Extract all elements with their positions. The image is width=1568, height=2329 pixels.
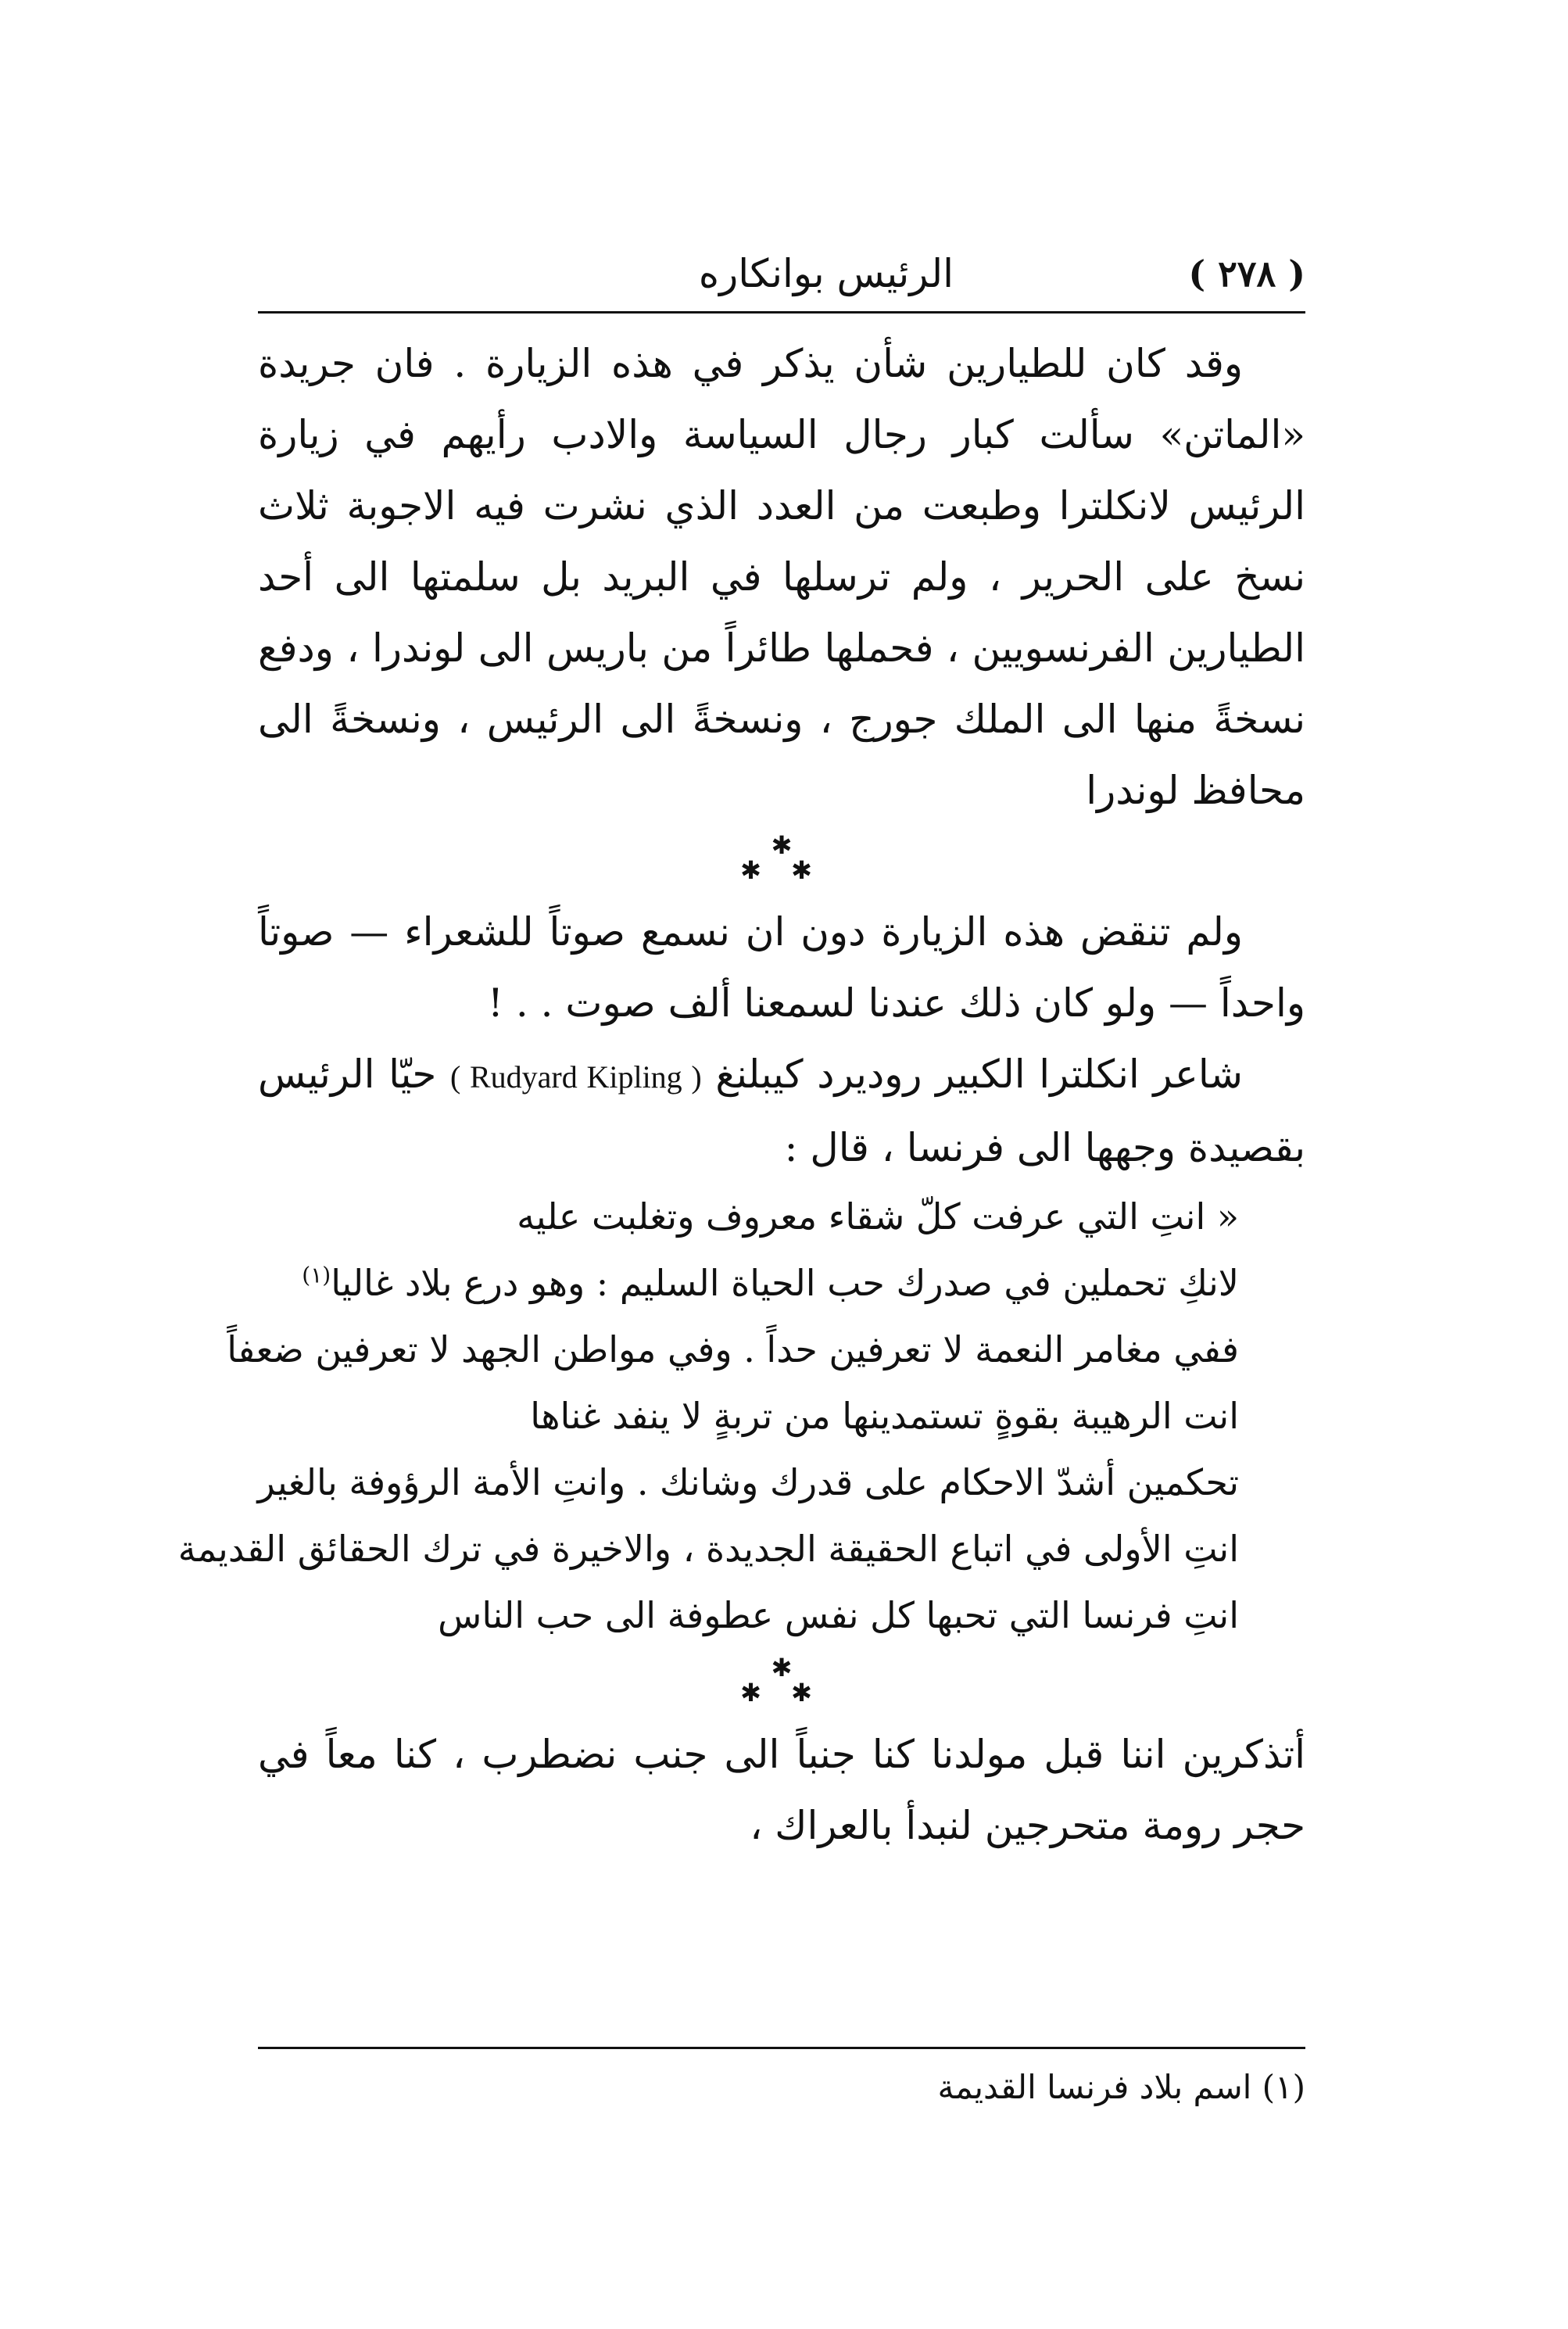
running-head — [258, 249, 1305, 299]
kipling-intro: شاعر انكلترا الكبير روديرد كيبلنغ — [715, 1052, 1243, 1097]
poem-line-with-footnote — [281, 1250, 1239, 1317]
ornament-star-top: ✱ — [771, 830, 793, 860]
poem-line: تحكمين أشدّ الاحكام على قدرك وشانك . وانتِ الأمة الرؤوفة بالغير — [257, 1461, 1239, 1503]
running-title: الرئيس بوانكاره — [698, 251, 954, 296]
poem-line: انتِ فرنسا التي تحبها كل نفس عطوفة الى حب الناس — [438, 1594, 1239, 1636]
section-ornament — [258, 830, 1305, 885]
paragraph-aviators: وقد كان للطيارين شأن يذكر في هذه الزيارة . فان جريدة «الماتن» سألت كبار رجال السياسة والادب رأيهم في زيارة الرئيس لانكلترا وطبعت من العدد الذي نشرت فيه الاجوبة ثلاث نسخ على الحرير ، ولم ترسلها في البريد بل سلمتها الى أحد الطيارين الفرنسويين ، فحملها طائراً من باريس الى لوندرا ، ودفع نسخةً منها الى الملك جورج ، ونسخةً الى الرئيس ، ونسخةً الى محافظ لوندرا — [258, 341, 1305, 813]
body-text — [177, 328, 1305, 1861]
page-number: ( ٢٧٨ ) — [1188, 253, 1305, 295]
footnote-rule — [258, 2047, 1305, 2049]
poem-line: انت الرهيبة بقوةٍ تستمدينها من تربةٍ لا ينفد غناها — [530, 1395, 1239, 1437]
ornament-star-bottom: ✱ ✱ — [740, 1678, 823, 1707]
poem-line: ففي مغامر النعمة لا تعرفين حداً . وفي مواطن الجهد لا تعرفين ضعفاً — [227, 1328, 1239, 1371]
poem-line: « انتِ التي عرفت كلّ شقاء معروف وتغلبت عليه — [517, 1195, 1239, 1238]
kipling-latin-name: ( Rudyard Kipling ) — [449, 1059, 702, 1095]
header-rule — [258, 311, 1305, 314]
footnote-marker: (١) — [302, 1262, 331, 1288]
poem — [177, 1184, 1305, 1649]
kipling-intro-rest: حيّا الرئيس بقصيدة وجهها الى فرنسا ، قال : — [258, 1052, 1305, 1170]
poem-line: انتِ الأولى في اتباع الحقيقة الجديدة ، والاخيرة في ترك الحقائق القديمة — [177, 1528, 1239, 1570]
paragraph-closing: أتذكرين اننا قبل مولدنا كنا جنباً الى جنب نضطرب ، كنا معاً في حجر رومة متحرجين لنبدأ بالعراك ، — [258, 1732, 1305, 1848]
footnote: (١) اسم بلاد فرنسا القديمة — [937, 2068, 1305, 2106]
ornament-star-bottom: ✱ ✱ — [740, 855, 823, 885]
section-ornament — [258, 1655, 1305, 1705]
poem-line-text: لانكِ تحملين في صدرك حب الحياة السليم : وهو درع بلاد غاليا — [331, 1262, 1239, 1304]
paragraph-kipling — [258, 1039, 1305, 1184]
ornament-star-top: ✱ — [771, 1653, 793, 1682]
paragraph-poets: ولم تنقض هذه الزيارة دون ان نسمع صوتاً للشعراء — صوتاً واحداً — ولو كان ذلك عندنا لسمعنا ألف صوت . . ! — [258, 909, 1305, 1026]
